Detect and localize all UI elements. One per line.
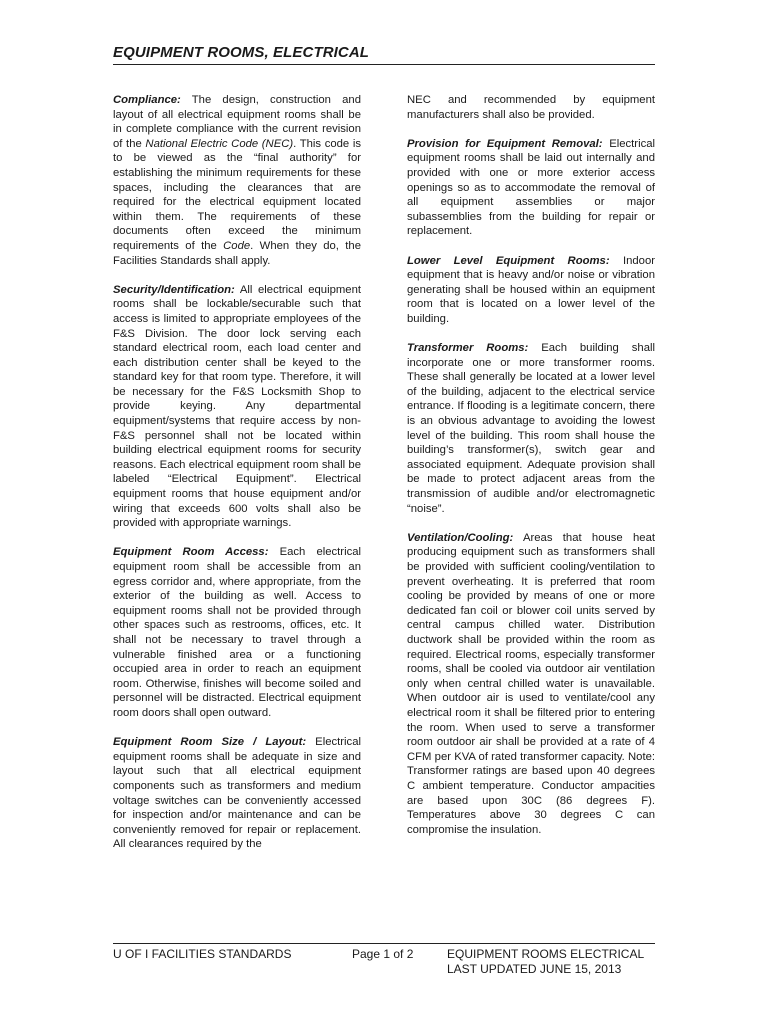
section-heading: Ventilation/Cooling: (407, 531, 514, 544)
section-paragraph (407, 341, 655, 516)
section-paragraph (407, 93, 655, 122)
footer-page-number: Page 1 of 2 (352, 947, 414, 961)
body-text: NEC and recommended by equipment manufacturers shall also be provided. (407, 94, 655, 121)
section-paragraph (113, 93, 361, 268)
page-title: EQUIPMENT ROOMS, ELECTRICAL (113, 44, 370, 61)
italic-text: National Electric Code (NEC) (145, 137, 294, 150)
section-heading: Transformer Rooms: (407, 342, 529, 355)
section-paragraph (113, 735, 361, 852)
section-heading: Security/Identification: (113, 283, 235, 296)
section-heading: Provision for Equipment Removal: (407, 137, 603, 150)
footer-doc-title: EQUIPMENT ROOMS ELECTRICAL (447, 947, 645, 961)
body-text: Areas that house heat producing equipment such as transformers shall be provided with sufficient cooling/ventilation to prevent overheating. It is preferred that room cooling be provided by means of one or more dedicated fan coil or blower coil units served by central campus chilled water. Distribution ductwork shall be provided within the room as required. Electrical rooms, especially transformer rooms, shall be cooled via outdoor air ventilation only when central chilled water is unavailable. When outdoor air is used to ventilate/cool any electrical room it shall be filtered prior to entering the room. When used to serve a transformer room outdoor air shall be provided at a rate of 4 CFM per KVA of rated transformer capacity. Note: Transformer ratings are based upon 40 degrees C ambient temperature. Conductor ampacities are based upon 30C (86 degrees F). Temperatures above 30 degrees C can compromise the insulation. (407, 531, 655, 836)
body-text: Each building shall incorporate one or more transformer rooms. These shall generally be located at a lower level of the building, adjacent to the electrical service entrance. If flooding is a legitimate concern, there is an obvious advantage to avoiding the lowest level of the building. This room shall house the building’s transformer(s), switch gear and associated equipment. Adequate provision shall be made to protect adjacent areas from the transmission of audible and/or electromagnetic “noise”. (407, 342, 655, 515)
section-heading: Compliance: (113, 94, 181, 106)
italic-text: Code (223, 239, 251, 252)
body-text: . This code is to be viewed as the “final authority” for establishing the minimum requirements for these spaces, including the clearances that are required for the electrical equipment located within them. The requirements of these documents often exceed the minimum requirements of the (113, 137, 362, 252)
section-paragraph (407, 254, 655, 327)
footer-doc-info (447, 947, 644, 976)
body-text: Electrical equipment rooms shall be laid out internally and provided with one or more exterior access openings so as to accommodate the removal of all equipment assemblies or major subassemblies from the building for repair or replacement. (407, 137, 656, 238)
section-paragraph (113, 545, 361, 720)
section-heading: Equipment Room Size / Layout: (113, 736, 307, 749)
body-text: All electrical equipment rooms shall be lockable/securable such that access is limited to appropriate employees of the F&S Division. The door lock serving each standard electrical room, each load center and each distribution center shall be keyed to the standard key for that room type. Therefore, it will be necessary for the F&S Locksmith Shop to provide keying. Any departmental equipment/systems that require access by non-F&S personnel shall not be located within building electrical equipment rooms for security reasons. Each electrical equipment room shall be labeled “Electrical Equipment”. Electrical equipment rooms that house equipment and/or wiring that exceeds 600 volts shall also be provided with appropriate warnings. (113, 283, 361, 530)
right-column (407, 93, 655, 852)
section-heading: Equipment Room Access: (113, 546, 269, 559)
footer-last-updated: LAST UPDATED JUNE 15, 2013 (447, 961, 622, 976)
left-column (113, 93, 361, 866)
footer-rule (113, 943, 655, 944)
body-text: The design, construction and layout of all electrical equipment rooms shall be in complete compliance with the current revision of the (113, 94, 361, 150)
section-paragraph (407, 137, 655, 239)
body-text: Indoor equipment that is heavy and/or noise or vibration generating shall be housed within an equipment room that is located on a lower level of the building. (407, 254, 655, 325)
footer-org: U OF I FACILITIES STANDARDS (113, 947, 292, 961)
section-heading: Lower Level Equipment Rooms: (407, 254, 610, 267)
body-text: . When they do, the Facilities Standards shall apply. (113, 239, 361, 267)
section-paragraph (113, 283, 361, 531)
header-rule (113, 64, 655, 65)
body-text: Each electrical equipment room shall be accessible from an egress corridor and, where appropriate, from the exterior of the building as well. Access to equipment rooms shall not be provided through other spaces such as restrooms, offices, etc. It shall not be necessary to travel through a vulnerable finished area or a functioning occupied area in order to reach an equipment room. Otherwise, finishes will become soiled and personnel will be distracted. Electrical equipment room doors shall open outward. (113, 546, 362, 719)
body-text: Electrical equipment rooms shall be adequate in size and layout such that all electrical equipment components such as transformers and medium voltage switches can be conveniently accessed for inspection and/or maintenance and can be conveniently removed for repair or replacement. All clearances required by the (113, 736, 361, 851)
section-paragraph (407, 531, 655, 837)
